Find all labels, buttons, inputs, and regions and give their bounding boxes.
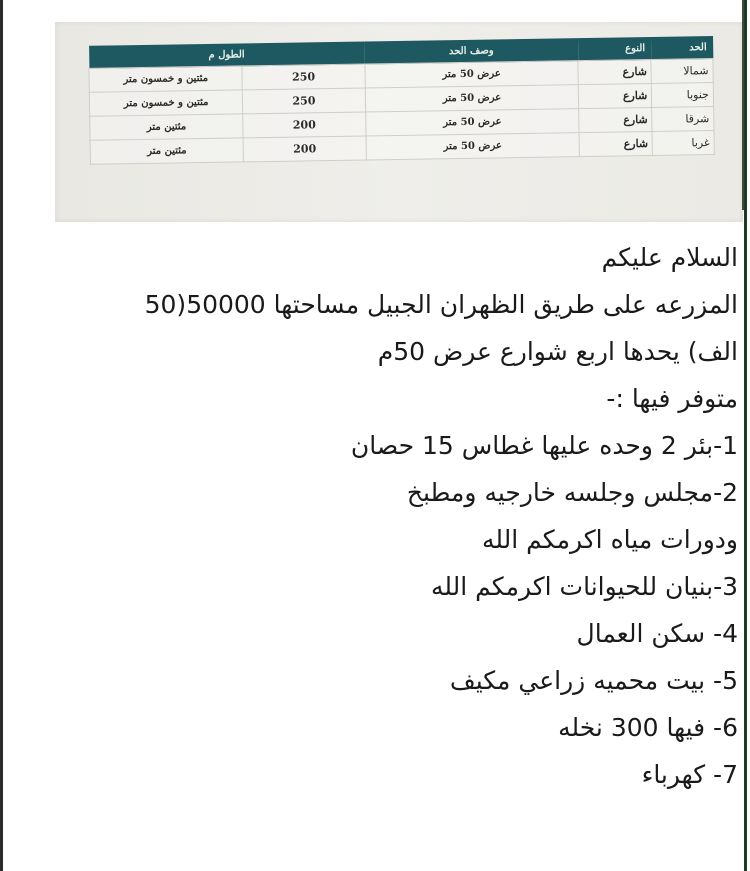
- list-item-continuation: ودورات مياه اكرمكم الله: [481, 525, 738, 554]
- cell-description: عرض 50 متر: [365, 61, 579, 88]
- list-item: 5- بيت محميه زراعي مكيف: [449, 666, 738, 695]
- list-item: 2-مجلس وجلسه خارجيه ومطبخ: [406, 478, 738, 507]
- cell-direction: شرقا: [652, 106, 714, 131]
- cell-length-text: مئتين و خمسون متر: [89, 66, 243, 92]
- cell-length-text: مئتين متر: [90, 114, 244, 140]
- cell-length-number: 250: [243, 88, 366, 114]
- left-edge-border: [0, 0, 3, 871]
- deed-table-photo: [55, 22, 743, 222]
- cell-length-number: 250: [242, 64, 365, 90]
- message-body: [38, 234, 738, 798]
- cell-direction: جنوبا: [652, 83, 714, 108]
- boundaries-table: [88, 36, 715, 165]
- cell-direction: غربا: [652, 130, 714, 155]
- message-line: المزرعه على طريق الظهران الجبيل مساحتها 50000(50: [144, 290, 738, 319]
- cell-description: عرض 50 متر: [365, 109, 579, 136]
- right-edge-border: [744, 0, 747, 871]
- greeting: السلام عليكم: [601, 243, 738, 272]
- cell-type: شارع: [579, 131, 652, 156]
- message-line: الف) يحدها اربع شوارع عرض 50م: [377, 337, 738, 366]
- cell-type: شارع: [579, 83, 652, 108]
- cell-type: شارع: [579, 107, 652, 132]
- list-item: 6- فيها 300 نخله: [558, 713, 738, 742]
- list-item: 7- كهرباء: [641, 760, 738, 789]
- cell-length-number: 200: [243, 136, 366, 162]
- list-item: 1-بئر 2 وحده عليها غطاس 15 حصان: [350, 431, 738, 460]
- cell-type: شارع: [578, 59, 651, 84]
- boundaries-table-wrap: [88, 36, 715, 165]
- header-description: وصف الحد: [364, 38, 578, 64]
- header-type: النوع: [578, 37, 651, 61]
- cell-length-text: مئتين متر: [90, 138, 244, 164]
- header-boundary: الحد: [651, 36, 713, 59]
- cell-length-number: 200: [243, 112, 366, 138]
- truncated-next-line: [250, 866, 550, 871]
- header-length: الطول م: [89, 41, 365, 68]
- cell-direction: شمالا: [651, 59, 713, 84]
- cell-length-text: مئتين و خمسون متر: [89, 90, 243, 116]
- cell-description: عرض 50 متر: [366, 133, 580, 160]
- list-item: 3-بنيان للحيوانات اكرمكم الله: [430, 572, 738, 601]
- list-item: 4- سكن العمال: [576, 619, 738, 648]
- cell-description: عرض 50 متر: [365, 85, 579, 112]
- message-line: متوفر فيها :-: [606, 384, 738, 413]
